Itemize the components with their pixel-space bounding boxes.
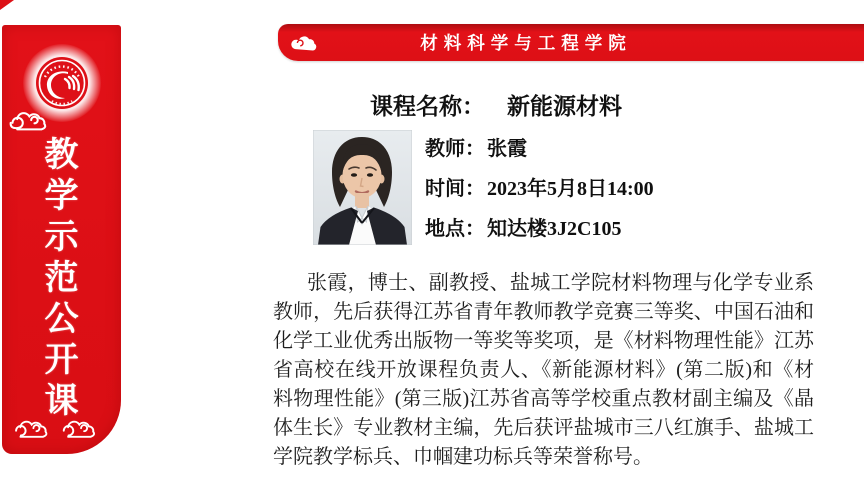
department-header-bar (278, 24, 864, 61)
field-value: 2023年5月8日14:00 (487, 178, 654, 200)
course-name-label: 课程名称： (370, 94, 485, 119)
field-label: 教师： (425, 138, 485, 160)
banner-title-char: 范 (44, 260, 79, 297)
course-name-row (370, 88, 622, 121)
banner-title-char: 开 (44, 342, 79, 379)
banner-title-char: 学 (44, 178, 79, 215)
cloud-icon (10, 416, 114, 442)
course-name-value: 新能源材料 (507, 94, 622, 119)
field-row-location (425, 212, 654, 240)
banner-vertical-title (45, 135, 79, 422)
bio-paragraph: 张霞，博士、副教授、盐城工学院材料物理与化学专业系教师，先后获得江苏省青年教师教学竞赛三等奖、中国石油和化学工业优秀出版物一等奖等奖项，是《材料物理性能》江苏省高校在线开放课程负责人、《新能源材料》(第二版)和《材料物理性能》(第三版)江苏省高等学校重点教材副主编及《晶体生长》专业教材主编，先后获评盐城市三八红旗手、盐城工学院教学标兵、巾帼建功标兵等荣誉称号。 (273, 272, 814, 468)
field-label: 地点： (425, 218, 485, 240)
banner-title-char: 课 (44, 383, 79, 420)
portrait-image (313, 130, 412, 245)
field-row-teacher (425, 132, 654, 160)
department-title: 材料科学与工程学院 (420, 33, 632, 53)
field-row-time (425, 172, 654, 200)
university-emblem-icon (35, 56, 89, 110)
cloud-icon (6, 108, 62, 134)
corner-accent (0, 0, 14, 10)
banner-title-char: 示 (44, 219, 79, 256)
field-label: 时间： (425, 178, 485, 200)
field-value: 知达楼3J2C105 (487, 218, 622, 240)
field-value: 张霞 (487, 138, 527, 160)
banner-title-char: 公 (44, 301, 79, 338)
left-banner (2, 25, 121, 454)
teacher-photo (313, 130, 412, 245)
course-fields (425, 132, 654, 252)
banner-title-char: 教 (44, 137, 79, 174)
